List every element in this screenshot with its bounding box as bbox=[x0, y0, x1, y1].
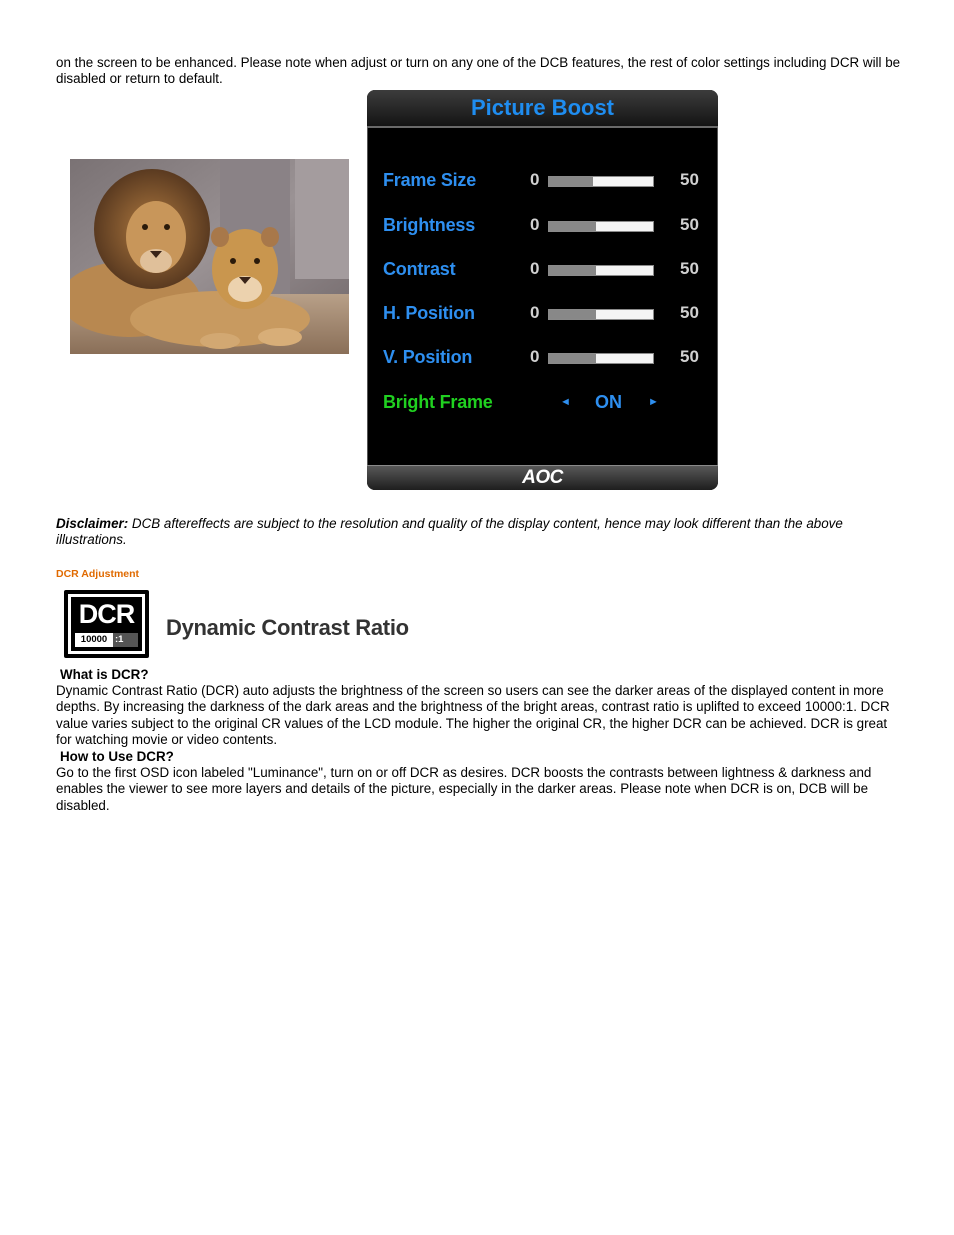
aoc-logo: AOC bbox=[522, 467, 563, 488]
osd-row-label: Frame Size bbox=[383, 170, 477, 190]
arrow-left-icon[interactable]: ◄ bbox=[560, 396, 571, 408]
disclaimer-text: DCB aftereffects are subject to the resolution and quality of the display content, hence may look different than the above illustrations. bbox=[56, 516, 843, 548]
intro-paragraph: on the screen to be enhanced. Please note when adjust or turn on any one of the DCB features, the rest of color settings including DCR will be disabled or return to default. bbox=[56, 55, 901, 87]
disclaimer-paragraph bbox=[56, 516, 906, 549]
osd-row-label: Contrast bbox=[383, 259, 456, 279]
osd-slider-fill bbox=[549, 222, 596, 231]
osd-row-min: 0 bbox=[530, 347, 540, 366]
arrow-right-icon[interactable]: ► bbox=[648, 396, 659, 408]
osd-bright-frame-value: ON bbox=[595, 392, 622, 412]
osd-slider[interactable] bbox=[548, 265, 654, 276]
osd-slider-fill bbox=[549, 266, 596, 275]
osd-row-min: 0 bbox=[530, 303, 540, 322]
lion-photo bbox=[70, 159, 349, 354]
osd-row-label: Bright Frame bbox=[383, 392, 493, 412]
how-to-use-dcr-body: Go to the first OSD icon labeled "Luminance", turn on or off DCR as desires. DCR boosts the contrasts between lightness & darkness and enables the viewer to see more layers and details of the picture, especially in the darker areas. Please note when DCR is on, DCB will be disabled. bbox=[56, 765, 872, 813]
osd-slider[interactable] bbox=[548, 221, 654, 232]
osd-row-min: 0 bbox=[530, 170, 540, 189]
what-is-dcr-heading: What is DCR? bbox=[60, 667, 149, 682]
dcr-logo-icon bbox=[64, 590, 149, 658]
how-to-use-dcr-heading: How to Use DCR? bbox=[60, 749, 174, 764]
osd-row-min: 0 bbox=[530, 259, 540, 278]
dcr-logo-frame bbox=[68, 594, 145, 654]
osd-slider-fill bbox=[549, 177, 593, 186]
dcr-heading: Dynamic Contrast Ratio bbox=[166, 615, 409, 640]
section-title-dcr-adjustment: DCR Adjustment bbox=[56, 568, 140, 580]
osd-row-v-position[interactable] bbox=[367, 345, 718, 369]
osd-header bbox=[367, 90, 718, 128]
osd-picture-boost-panel bbox=[367, 90, 718, 490]
dcr-logo-ratio-right: :1 bbox=[113, 633, 138, 647]
osd-row-max: 50 bbox=[680, 170, 699, 189]
osd-row-bright-frame[interactable] bbox=[367, 390, 718, 414]
osd-slider-fill bbox=[549, 310, 596, 319]
osd-row-h-position[interactable] bbox=[367, 301, 718, 325]
disclaimer-label: Disclaimer: bbox=[56, 516, 129, 531]
osd-row-label: Brightness bbox=[383, 215, 476, 235]
osd-row-max: 50 bbox=[680, 347, 699, 366]
what-is-dcr-body: Dynamic Contrast Ratio (DCR) auto adjusts the brightness of the screen so users can see the darker areas of the displayed content in more depths. By increasing the darkness of the dark areas and the brightness of the bright areas, contrast ratio is uplifted to exceed 10000:1. DCR value varies subject to the original CR values of the LCD module. The higher the original CR, the higher DCR can be achieved. DCR is great for watching movie or video contents. bbox=[56, 683, 890, 748]
dcr-logo-letters: DCR bbox=[78, 599, 135, 629]
osd-title: Picture Boost bbox=[470, 95, 615, 120]
osd-row-max: 50 bbox=[680, 259, 699, 278]
osd-row-frame-size[interactable] bbox=[367, 168, 718, 192]
lion-photo-drawing bbox=[70, 159, 349, 354]
dcr-logo-box bbox=[71, 597, 142, 651]
osd-footer bbox=[367, 465, 718, 490]
osd-row-label: H. Position bbox=[383, 303, 475, 323]
osd-slider[interactable] bbox=[548, 353, 654, 364]
osd-row-contrast[interactable] bbox=[367, 257, 718, 281]
osd-slider[interactable] bbox=[548, 309, 654, 320]
osd-row-min: 0 bbox=[530, 215, 540, 234]
osd-slider[interactable] bbox=[548, 176, 654, 187]
osd-row-brightness[interactable] bbox=[367, 213, 718, 237]
osd-row-max: 50 bbox=[680, 303, 699, 322]
osd-slider-fill bbox=[549, 354, 596, 363]
dcr-logo-ratio-left: 10000 bbox=[75, 633, 113, 647]
osd-row-label: V. Position bbox=[383, 347, 473, 367]
osd-row-max: 50 bbox=[680, 215, 699, 234]
